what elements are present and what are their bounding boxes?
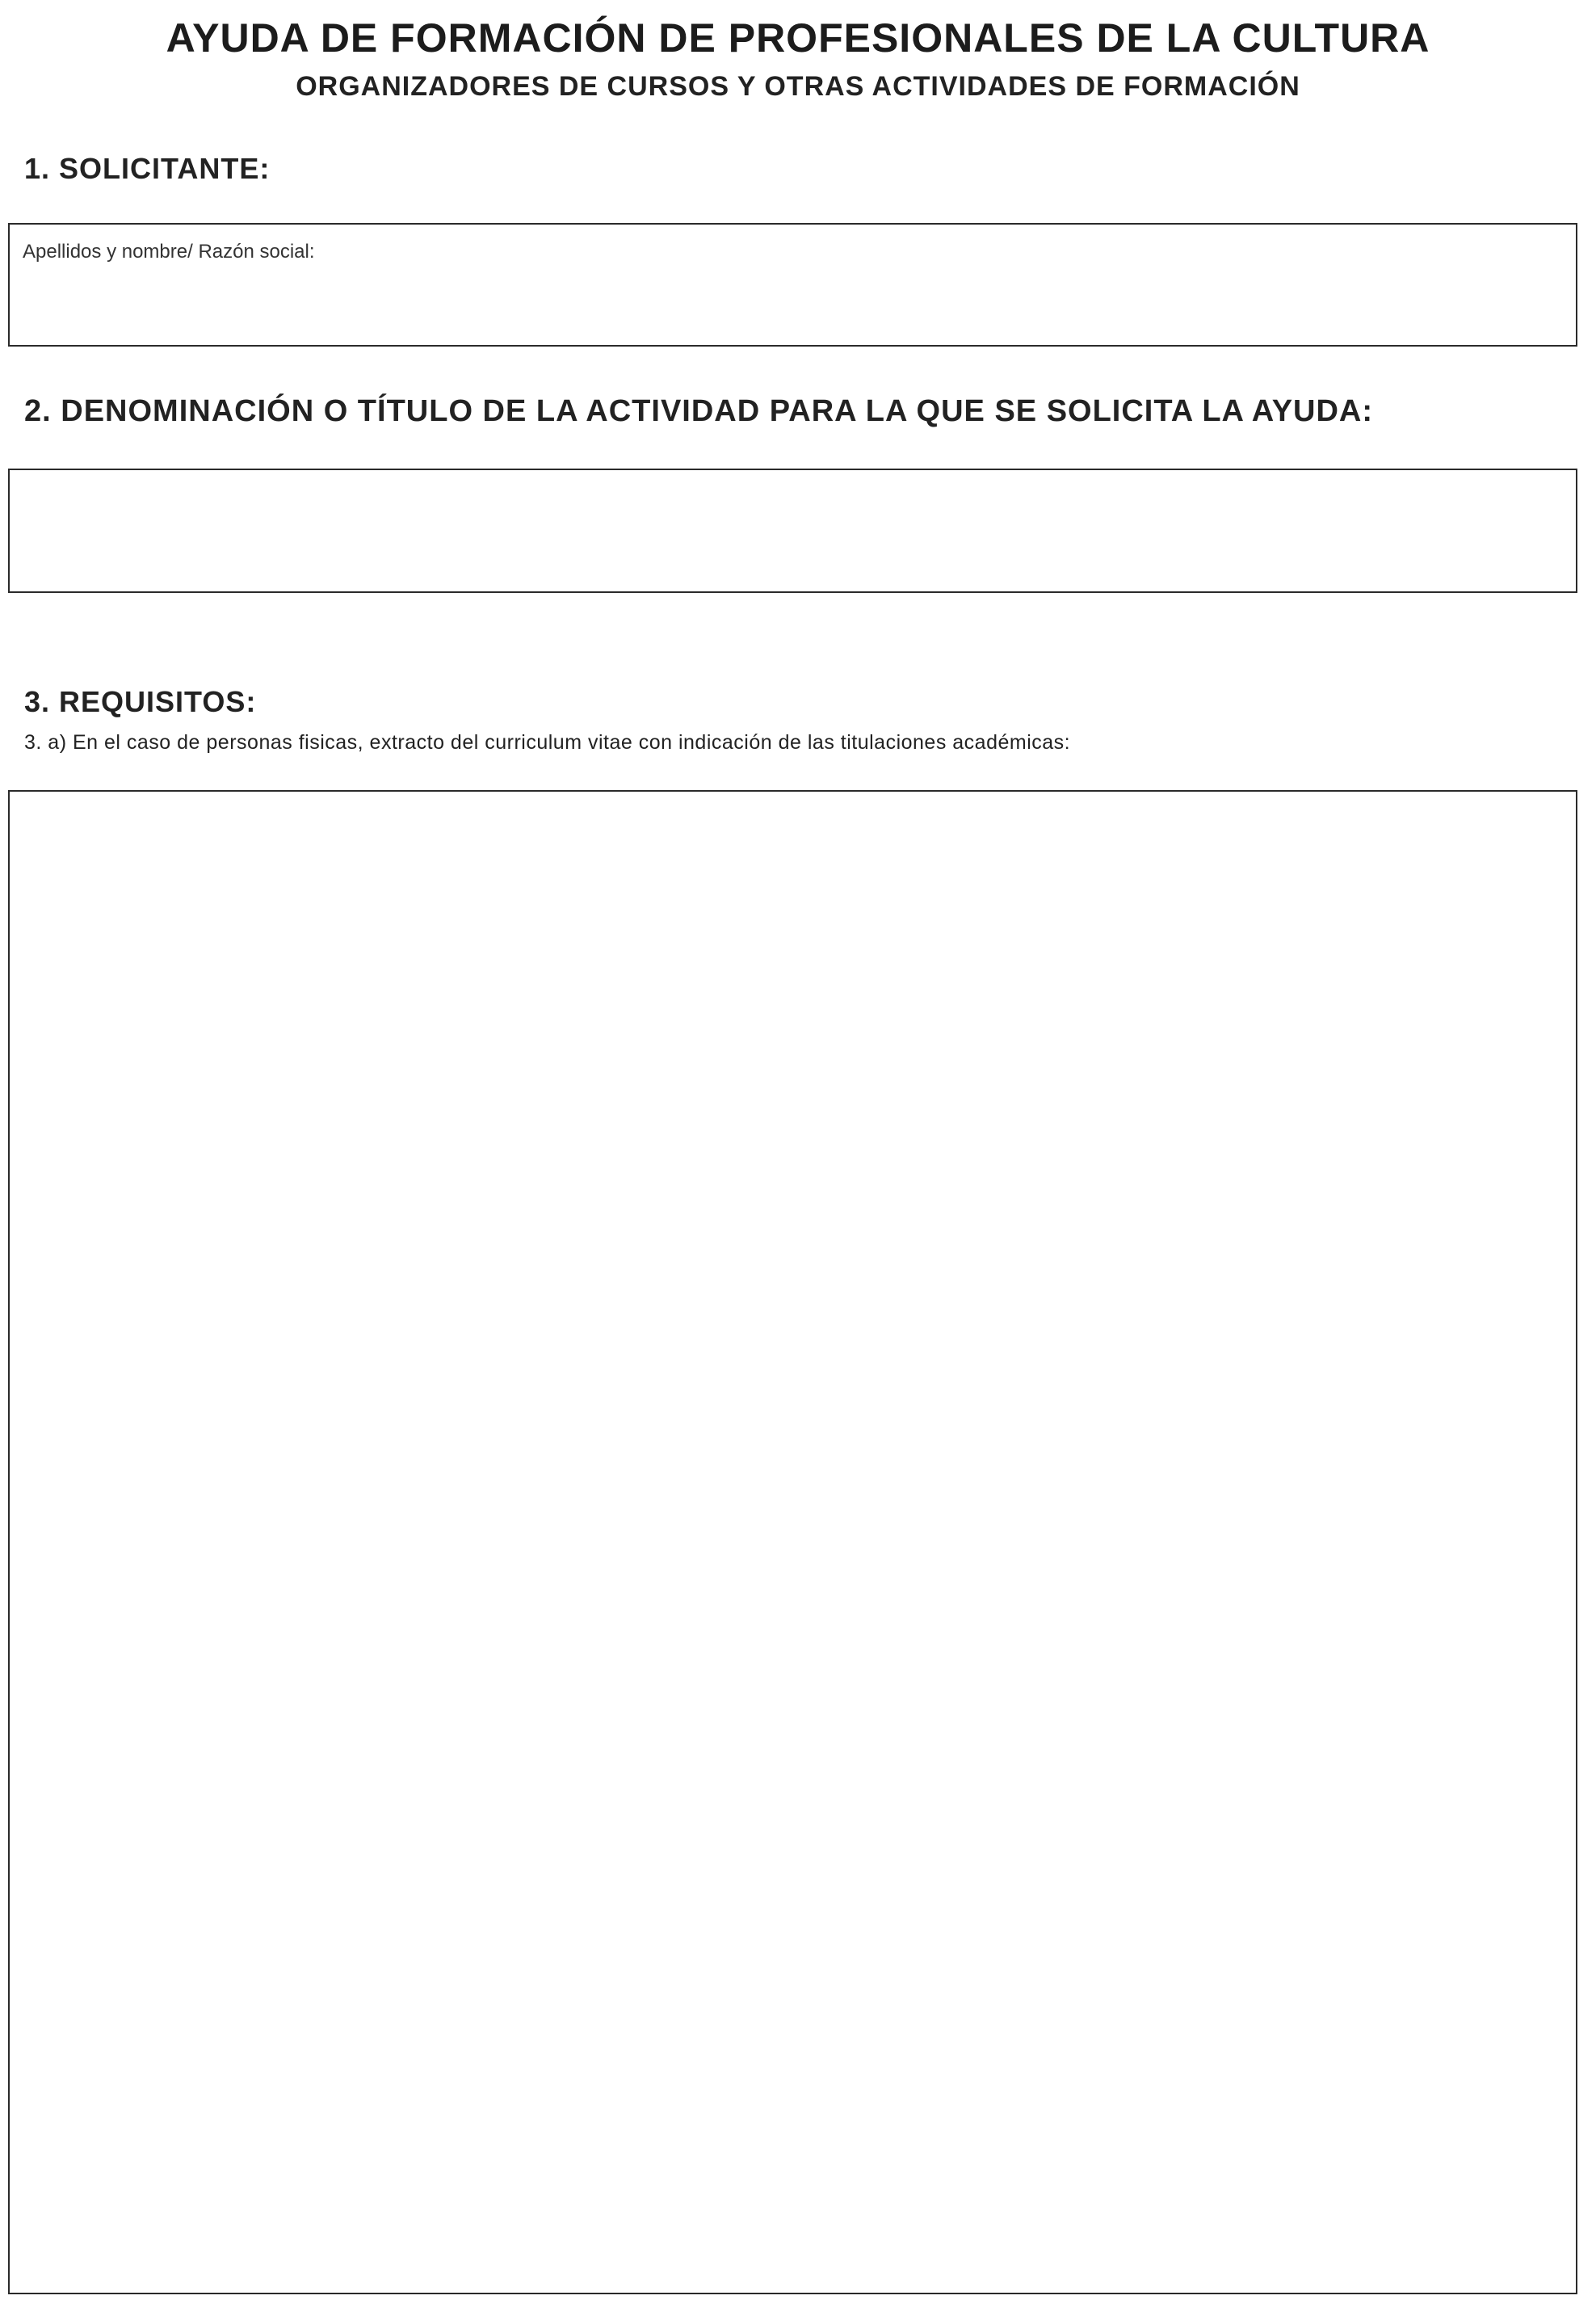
requirement-3a-label: 3. a) En el caso de personas fisicas, extracto del curriculum vitae con indicación de las titulaciones académicas: bbox=[24, 731, 1071, 754]
section-3-heading: 3. REQUISITOS: bbox=[24, 685, 257, 718]
curriculum-vitae-field[interactable] bbox=[8, 790, 1577, 2294]
applicant-name-label: Apellidos y nombre/ Razón social: bbox=[23, 241, 315, 263]
activity-title-field[interactable] bbox=[8, 469, 1577, 593]
section-1-heading: 1. SOLICITANTE: bbox=[24, 152, 271, 185]
form-subtitle: ORGANIZADORES DE CURSOS Y OTRAS ACTIVIDADES DE FORMACIÓN bbox=[296, 71, 1300, 102]
form-title: AYUDA DE FORMACIÓN DE PROFESIONALES DE LA CULTURA bbox=[166, 15, 1430, 61]
section-2-heading: 2. DENOMINACIÓN O TÍTULO DE LA ACTIVIDAD PARA LA QUE SE SOLICITA LA AYUDA: bbox=[24, 394, 1374, 428]
applicant-name-field[interactable] bbox=[8, 223, 1577, 347]
